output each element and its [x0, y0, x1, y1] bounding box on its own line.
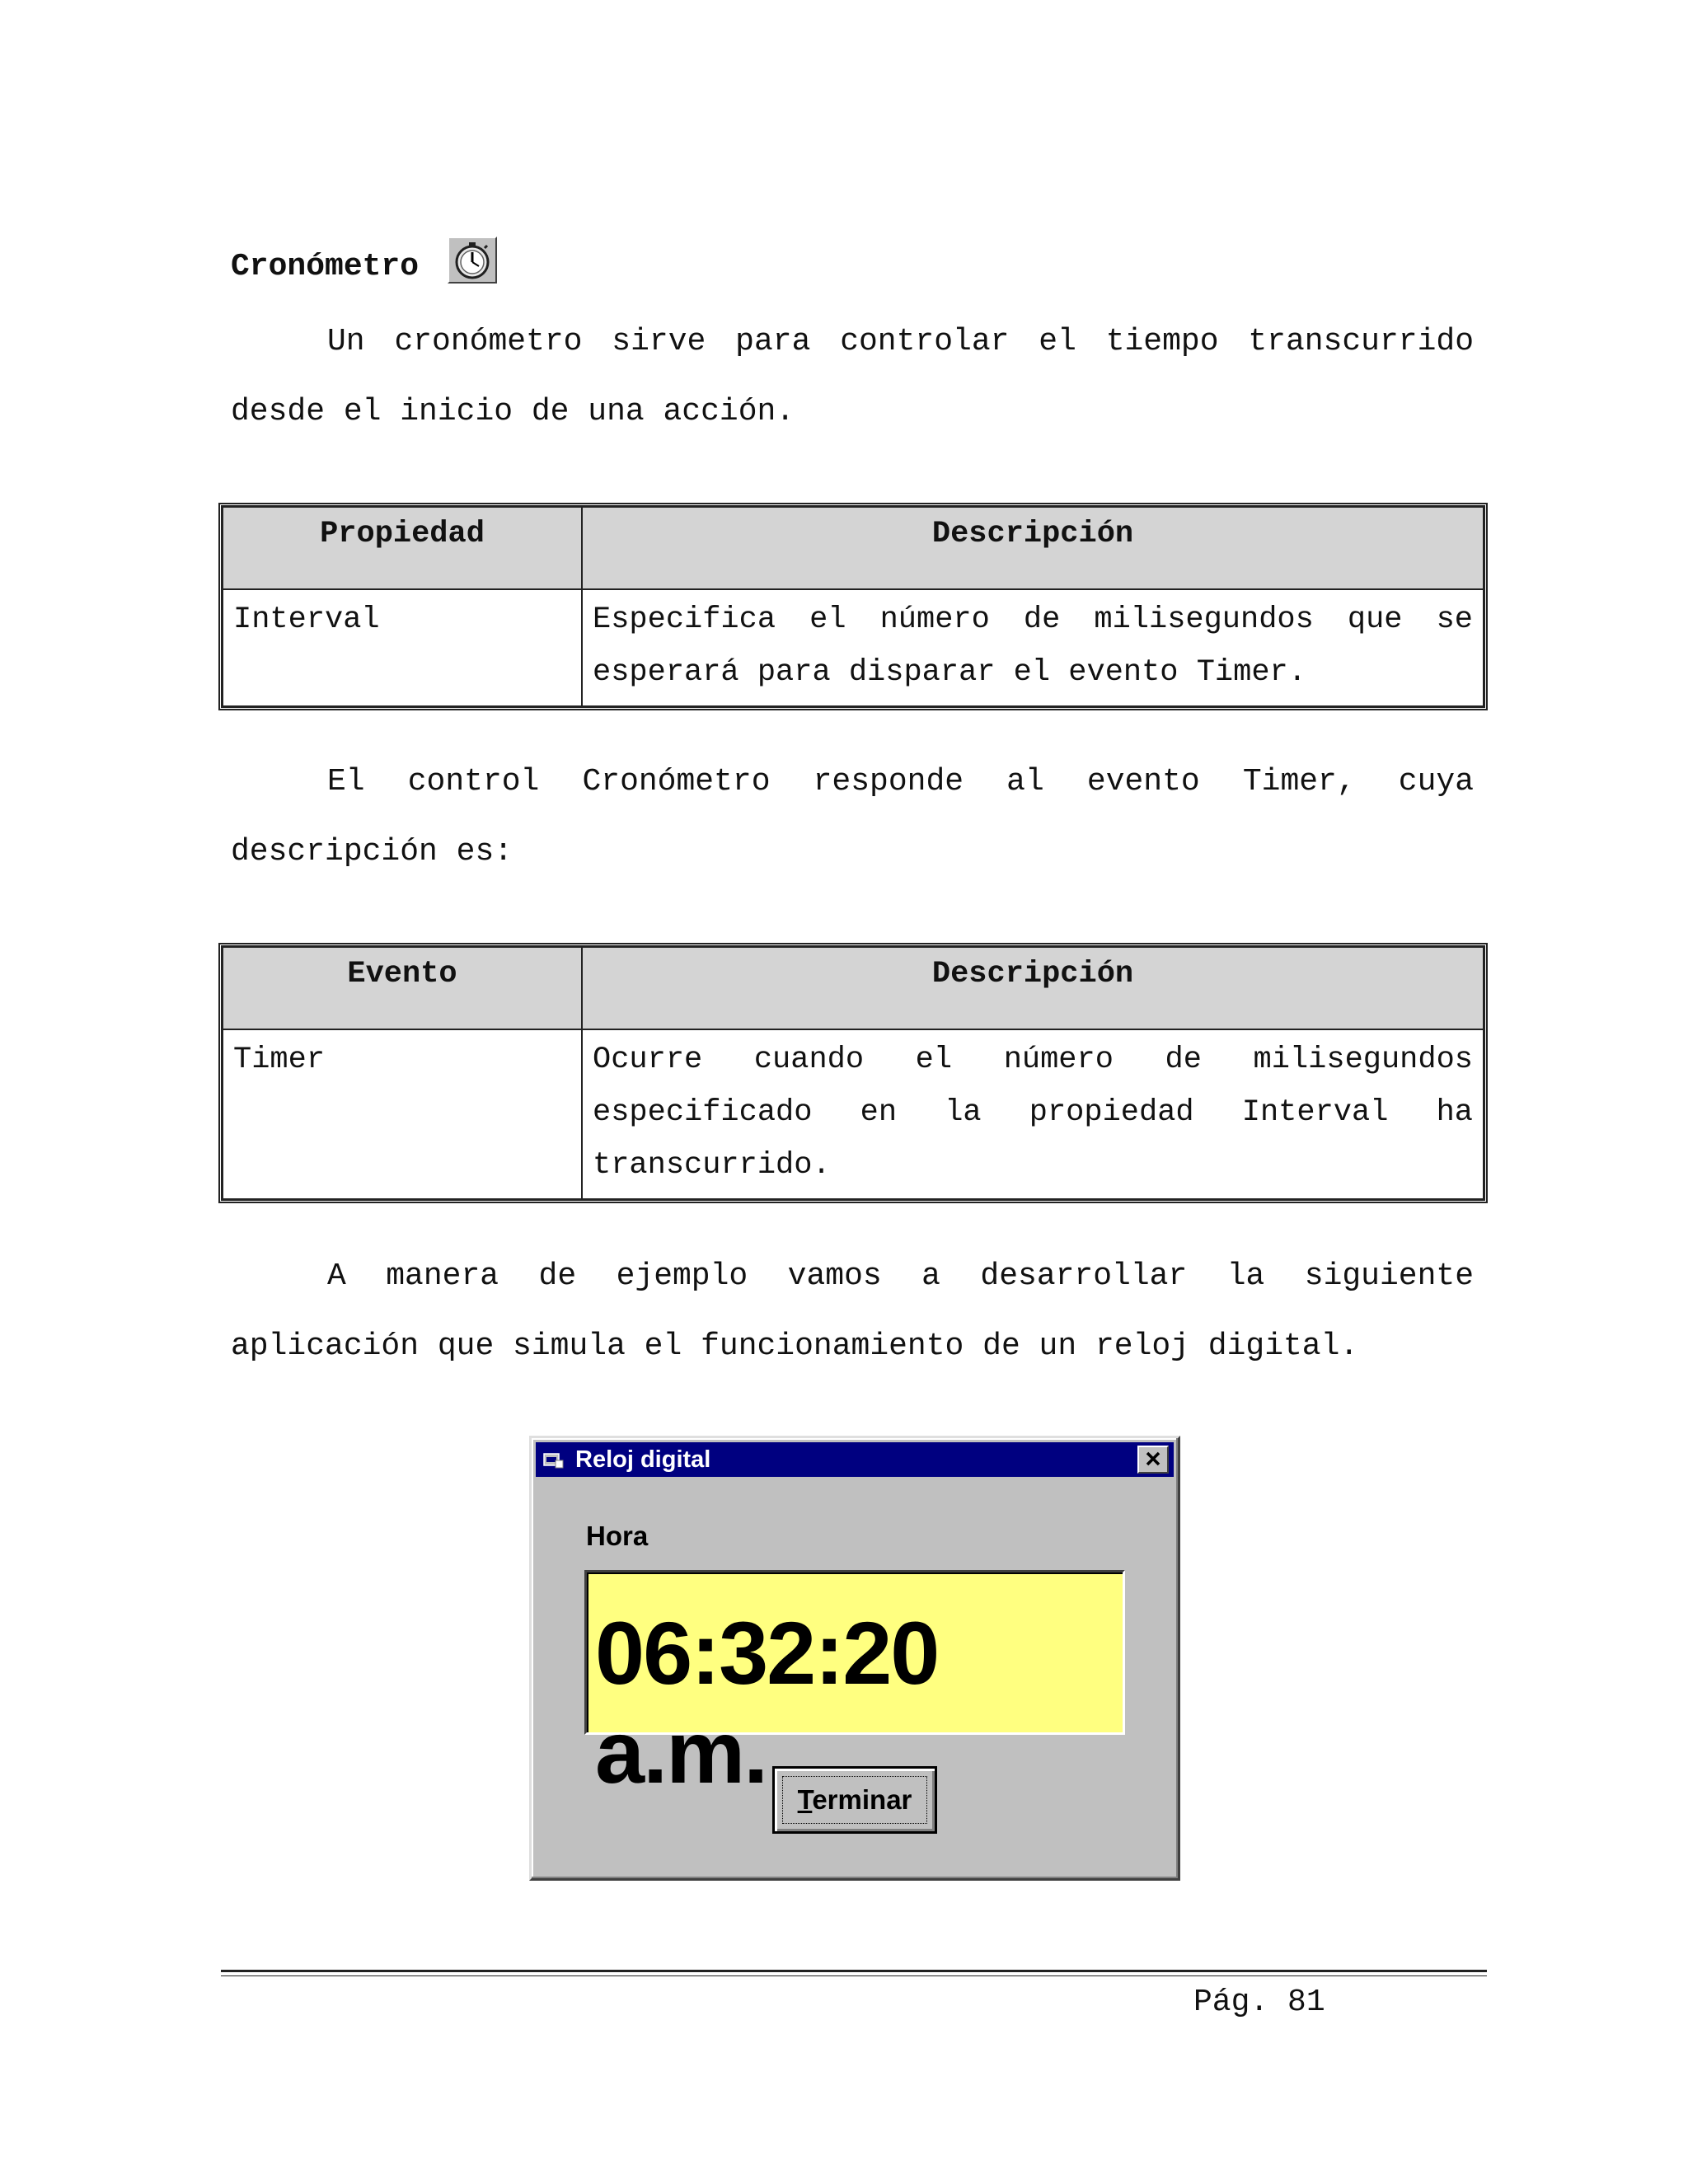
table-header-cell: Descripción [582, 507, 1484, 589]
window-titlebar[interactable] [536, 1442, 1174, 1477]
footer-divider [221, 1975, 1487, 1976]
stopwatch-icon [448, 237, 497, 284]
window-title: Reloj digital [575, 1446, 711, 1473]
table-cell: Ocurre cuando el número de milisegundos especificado en la propiedad Interval ha transcurrido. [582, 1029, 1484, 1199]
table-header-cell: Descripción [582, 947, 1484, 1029]
focus-rectangle [782, 1776, 927, 1824]
reloj-digital-window [529, 1436, 1180, 1881]
table-header-cell: Evento [223, 947, 582, 1029]
terminar-button-label: Terminar [797, 1784, 912, 1815]
table-cell: Interval [223, 589, 582, 706]
time-value: 06:32:20 a.m. [595, 1603, 939, 1802]
table-header-row [223, 507, 1484, 589]
events-table [218, 943, 1488, 1203]
intro-paragraph: Un cronómetro sirve para controlar el tiempo transcurrido desde el inicio de una acción. [231, 324, 1474, 429]
event-intro-paragraph: El control Cronómetro responde al evento Timer, cuya descripción es: [231, 764, 1474, 869]
table-cell: Timer [223, 1029, 582, 1199]
table-row [223, 1029, 1484, 1199]
app-icon [542, 1450, 565, 1469]
table-header-cell: Propiedad [223, 507, 582, 589]
footer-divider [221, 1970, 1487, 1972]
close-button[interactable] [1137, 1446, 1169, 1474]
table-cell: Especifica el número de milisegundos que se esperará para disparar el evento Timer. [582, 589, 1484, 706]
section-title: Cronómetro [231, 249, 420, 284]
table-row [223, 589, 1484, 706]
hora-label: Hora [586, 1521, 649, 1551]
table-header-row [223, 947, 1484, 1029]
terminar-button[interactable] [772, 1766, 937, 1834]
close-icon [1144, 1451, 1162, 1467]
page-number: Pág. 81 [1193, 1985, 1325, 2020]
example-intro-paragraph: A manera de ejemplo vamos a desarrollar la siguiente aplicación que simula el funcionamiento de un reloj digital. [231, 1258, 1474, 1364]
properties-table [218, 503, 1488, 710]
